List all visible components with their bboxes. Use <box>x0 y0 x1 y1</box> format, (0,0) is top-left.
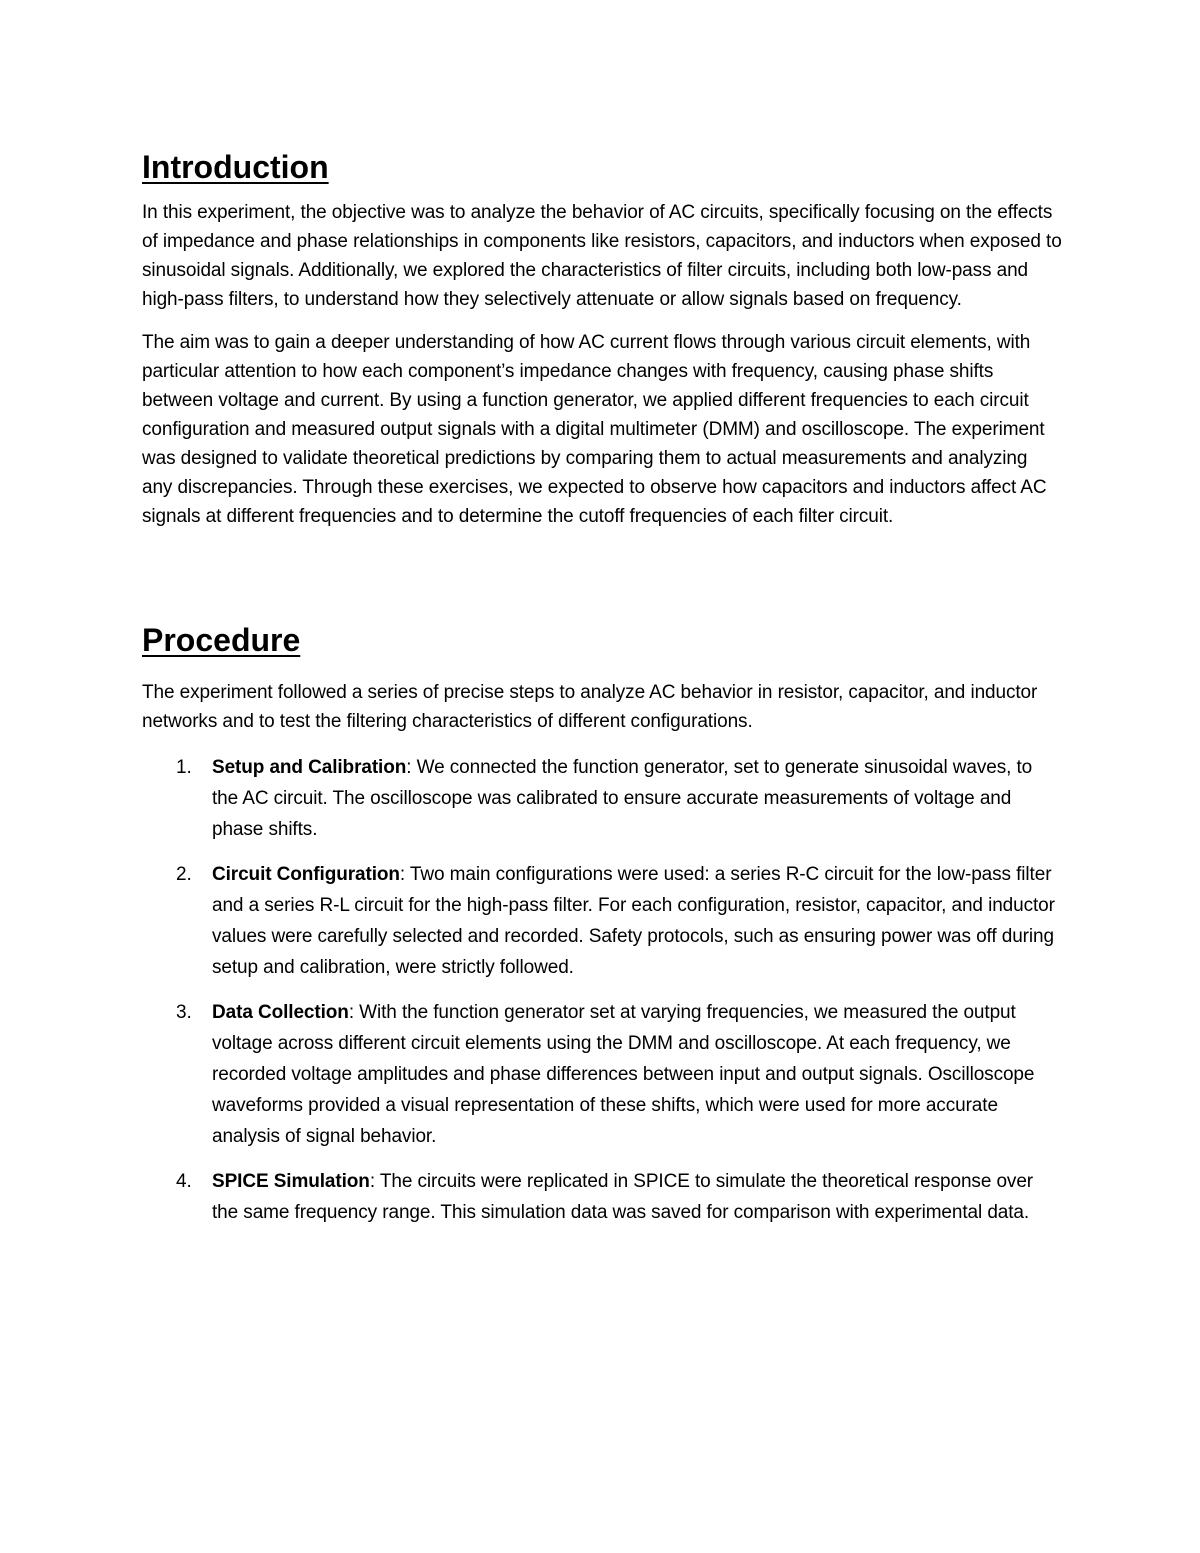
step-number: 4. <box>176 1170 192 1192</box>
step-number: 2. <box>176 863 192 885</box>
procedure-steps-list <box>142 752 1062 1228</box>
step-term: Data Collection <box>212 1001 349 1023</box>
step-text: : We connected the function generator, set to generate sinusoidal waves, to the AC circuit. The oscilloscope was calibrated to ensure accurate measurements of voltage and phase shifts. <box>212 756 1033 840</box>
procedure-step-3 <box>142 997 1062 1152</box>
step-number: 1. <box>176 756 192 778</box>
step-text: : With the function generator set at varying frequencies, we measured the output voltage across different circuit elements using the DMM and oscilloscope. At each frequency, we recorded voltage amplitudes and phase differences between input and output signals. Oscilloscope waveforms provided a visual representation of these shifts, which were used for more accurate analysis of signal behavior. <box>212 1001 1035 1147</box>
step-text: : The circuits were replicated in SPICE to simulate the theoretical response over the same frequency range. This simulation data was saved for comparison with experimental data. <box>212 1170 1034 1223</box>
procedure-step-4 <box>142 1166 1062 1228</box>
step-term: Setup and Calibration <box>212 756 407 778</box>
procedure-heading: Procedure <box>142 622 301 659</box>
step-number: 3. <box>176 1001 192 1023</box>
introduction-paragraph-1: In this experiment, the objective was to analyze the behavior of AC circuits, specifically focusing on the effects of impedance and phase relationships in components like resistors, capacitors, and inductors when exposed to sinusoidal signals. Additionally, we explored the characteristics of filter circuits, including both low-pass and high-pass filters, to understand how they selectively attenuate or allow signals based on frequency. <box>142 202 1062 311</box>
introduction-paragraph-2: The aim was to gain a deeper understanding of how AC current flows through various circuit elements, with particular attention to how each component’s impedance changes with frequency, causing phase shifts between voltage and current. By using a function generator, we applied different frequencies to each circuit configuration and measured output signals with a digital multimeter (DMM) and oscilloscope. The experiment was designed to validate theoretical predictions by comparing them to actual measurements and analyzing any discrepancies. Through these exercises, we expected to observe how capacitors and inductors affect AC signals at different frequencies and to determine the cutoff frequencies of each filter circuit. <box>142 332 1047 528</box>
procedure-step-1 <box>142 752 1062 845</box>
procedure-step-2 <box>142 859 1062 983</box>
step-text: : Two main configurations were used: a series R-C circuit for the low-pass filter and a series R-L circuit for the high-pass filter. For each configuration, resistor, capacitor, and inductor values were carefully selected and recorded. Safety protocols, such as ensuring power was off during setup and calibration, were strictly followed. <box>212 863 1055 978</box>
step-term: SPICE Simulation <box>212 1170 370 1192</box>
procedure-intro-paragraph: The experiment followed a series of precise steps to analyze AC behavior in resistor, capacitor, and inductor networks and to test the filtering characteristics of different configurations. <box>142 681 1038 732</box>
step-term: Circuit Configuration <box>212 863 400 885</box>
document-page <box>142 140 1062 1242</box>
introduction-heading: Introduction <box>142 149 329 185</box>
